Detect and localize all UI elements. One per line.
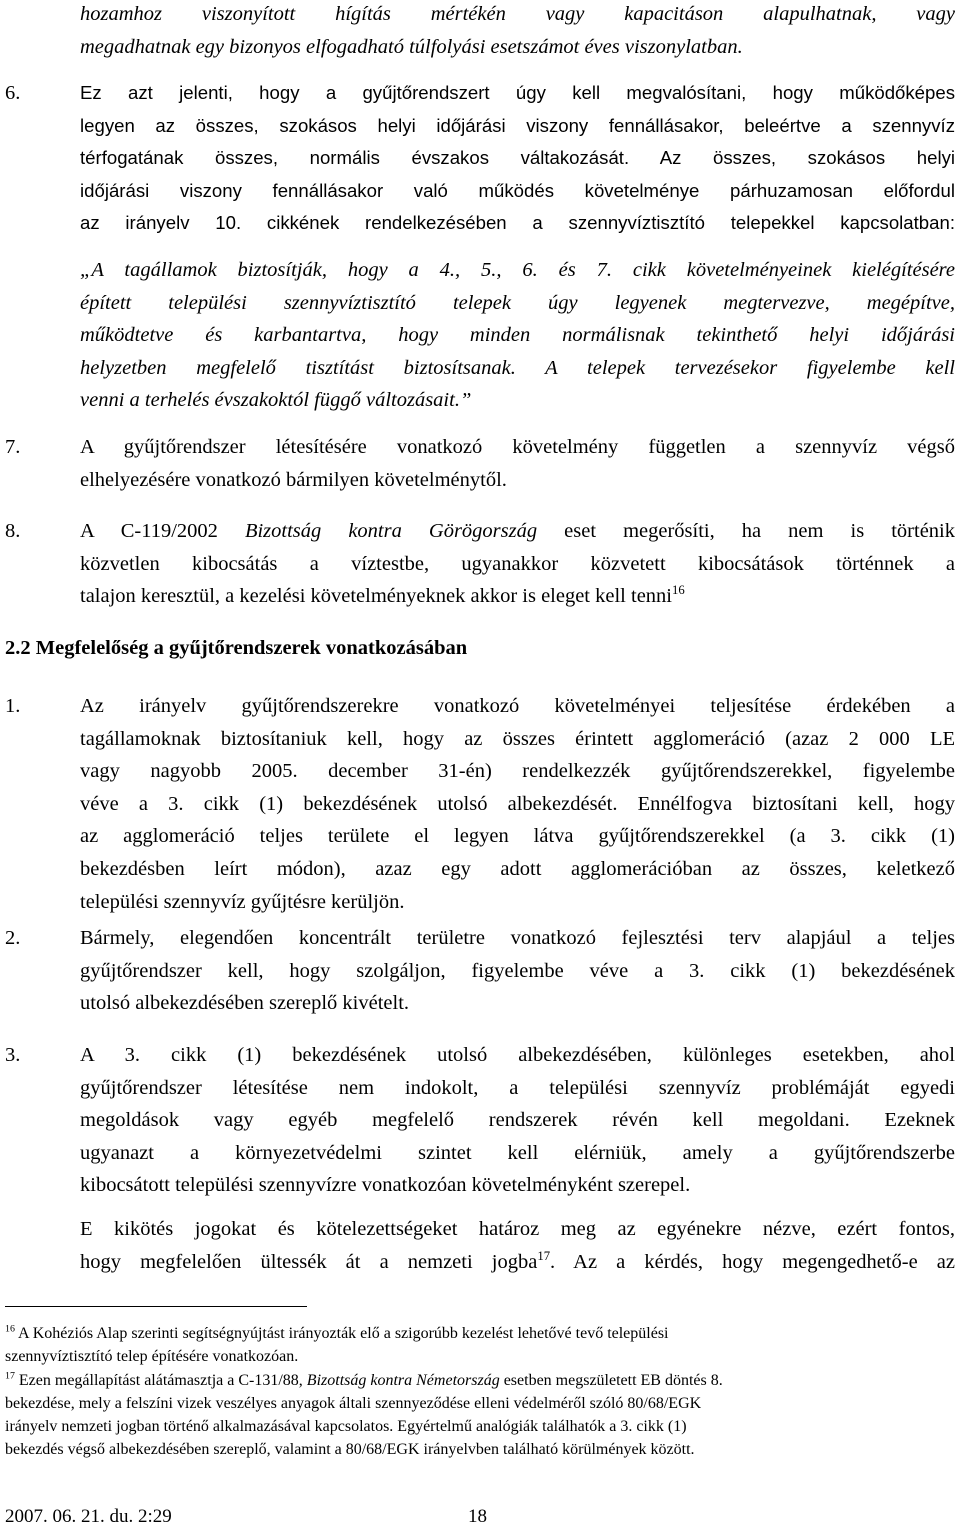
text-run: A C-119/2002	[80, 520, 245, 542]
text-line: véve a 3. cikk (1) bekezdésének utolsó albekezdését. Ennélfogva biztosítani kell, hogy	[80, 792, 955, 815]
quote-line: épített települési szennyvíztisztító telepek úgy legyenek megtervezve, megépítve,	[80, 291, 955, 314]
quote-line: „A tagállamok biztosítják, hogy a 4., 5., 6. és 7. cikk követelményeinek kielégítésére	[80, 259, 955, 281]
text-run: talajon keresztül, a kezelési követelményeknek akkor is eleget kell tenni	[80, 585, 672, 608]
text-line: időjárási viszony fennállásakor való működés követelménye párhuzamosan előfordul	[80, 179, 955, 201]
footnote-line: szennyvíztisztító telep építésére vonatkozóan.	[5, 1348, 299, 1365]
page-number: 18	[468, 1506, 487, 1527]
paragraph-number: 3.	[5, 1044, 21, 1066]
paragraph-7	[80, 431, 955, 496]
text-line: E kikötés jogokat és kötelezettségeket határoz meg az egyénekre nézve, ezért fontos,	[80, 1218, 955, 1240]
text-line: térfogatának összes, normális évszakos váltakozását. Az összes, szokásos helyi	[80, 147, 955, 169]
text-line: Bármely, elegendően koncentrált területre vonatkozó fejlesztési terv alapjául a teljes	[80, 927, 955, 949]
quote-continuation	[80, 0, 955, 63]
footnote-line: bekezdés végső albekezdésében szereplő, valamint a 80/68/EGK irányelvben található körülmények között.	[5, 1441, 695, 1458]
text-line: vagy nagyobb 2005. december 31-én) rendelkezzék gyűjtőrendszerekkel, figyelembe	[80, 760, 955, 783]
text-line: legyen az összes, szokásos helyi időjárási viszony fennállásakor, beleértve a szennyvíz	[80, 114, 955, 136]
text-run: hogy megfelelően ültessék át a nemzeti jogba	[80, 1250, 538, 1273]
footnote-separator	[5, 1306, 307, 1307]
text-line: tagállamoknak biztosítaniuk kell, hogy az összes érintett agglomeráció (azaz 2 000 LE	[80, 727, 955, 750]
quote-line: működtetve és karbantartva, hogy minden normálisnak tekinthető helyi időjárási	[80, 324, 955, 347]
footnote-mark: 16	[5, 1323, 15, 1335]
paragraph-number: 6.	[5, 82, 21, 104]
quote-line: hozamhoz viszonyított hígítás mértékén vagy kapacitáson alapulhatnak, vagy	[80, 3, 955, 25]
quote-line: venni a terhelés évszakoktól függő változásait.”	[80, 389, 472, 412]
footnote-17	[5, 1369, 955, 1461]
footnote-ref[interactable]: 16	[672, 582, 685, 597]
text-line: gyűjtőrendszer létesítése nem indokolt, a települési szennyvíz problémáját egyedi	[80, 1076, 955, 1099]
text-line: az irányelv 10. cikkének rendelkezésében a szennyvíztisztító telepekkel kapcsolatban:	[80, 212, 955, 234]
text-line: elhelyezésére vonatkozó bármilyen követelménytől.	[80, 468, 507, 491]
text-line: Az irányelv gyűjtőrendszerekre vonatkozó követelményei teljesítése érdekében a	[80, 695, 955, 717]
footnote-line: irányelv nemzeti jogban történő alkalmazásával kapcsolatos. Egyértelmű analógiák találhatók a 3. cikk (1)	[5, 1418, 687, 1435]
text-line: A gyűjtőrendszer létesítésére vonatkozó követelmény független a szennyvíz végső	[80, 436, 955, 458]
text-line: gyűjtőrendszer kell, hogy szolgáljon, figyelembe véve a 3. cikk (1) bekezdésének	[80, 959, 955, 982]
quote-line: megadhatnak egy bizonyos elfogadható túlfolyási esetszámot éves viszonylatban.	[80, 35, 743, 58]
text-line	[80, 1246, 955, 1279]
text-line: települési szennyvíz gyűjtésre kerüljön.	[80, 890, 405, 913]
text-run: eset megerősíti, ha nem is történik	[537, 520, 955, 542]
text-line: közvetlen kibocsátás a víztestbe, ugyanakkor közvetett kibocsátások történnek a	[80, 552, 955, 575]
paragraph-number: 2.	[5, 927, 21, 949]
footnote-line	[5, 1322, 955, 1345]
paragraph-number: 7.	[5, 436, 21, 458]
text-line: kibocsátott települési szennyvízre vonatkozóan követelményként szerepel.	[80, 1174, 691, 1197]
text-line: az agglomeráció teljes területe el legyen látva gyűjtőrendszerekkel (a 3. cikk (1)	[80, 825, 955, 848]
text-line: A 3. cikk (1) bekezdésének utolsó albekezdésében, különleges esetekben, ahol	[80, 1044, 955, 1066]
text-line: ugyanazt a környezetvédelmi szintet kell elérniük, amely a gyűjtőrendszerbe	[80, 1141, 955, 1164]
footnote-line: bekezdése, mely a felszíni vizek veszélyes anyagok általi szennyeződése elleni védelméről szóló 80/68/EGK	[5, 1395, 702, 1412]
text-run: esetben megszületett EB döntés 8.	[499, 1372, 723, 1389]
text-line	[80, 515, 955, 548]
footnote-line	[5, 1369, 955, 1392]
text-run: . Az a kérdés, hogy megengedhető-e az	[550, 1250, 955, 1273]
text-line: utolsó albekezdésében szereplő kivételt.	[80, 992, 410, 1015]
section-item-3	[80, 1039, 955, 1202]
directive-quotation	[80, 254, 955, 417]
footnote-ref[interactable]: 17	[537, 1248, 551, 1263]
text-line: megoldások vagy egyéb megfelelő rendszerek révén kell megoldani. Ezeknek	[80, 1109, 955, 1132]
paragraph-number: 8.	[5, 520, 21, 542]
case-name: Bizottság kontra Görögország	[244, 520, 538, 542]
footnote-16	[5, 1322, 955, 1368]
footer-date: 2007. 06. 21. du. 2:29	[5, 1506, 172, 1527]
paragraph-number: 1.	[5, 695, 21, 717]
section-item-1	[80, 690, 955, 918]
quote-line: helyzetben megfelelő tisztítást biztosítsanak. A telepek tervezésekor figyelembe kell	[80, 356, 955, 379]
section-item-3-continuation	[80, 1213, 955, 1278]
text-line: Ez azt jelenti, hogy a gyűjtőrendszert úgy kell megvalósítani, hogy működőképes	[80, 82, 955, 103]
case-name: Bizottság kontra Németország	[306, 1372, 500, 1389]
text-line: bekezdésben leírt módon), azaz egy adott agglomerációban az összes, keletkező	[80, 857, 955, 880]
footnote-mark: 17	[5, 1370, 15, 1382]
paragraph-6	[80, 77, 955, 240]
text-run: A Kohéziós Alap szerinti segítségnyújtást irányozták elő a szigorúbb kezelést lehetővé tevő települési	[14, 1325, 669, 1342]
section-item-2	[80, 922, 955, 1020]
section-heading: 2.2 Megfelelőség a gyűjtőrendszerek vonatkozásában	[5, 637, 468, 659]
paragraph-8	[80, 515, 955, 613]
text-line	[80, 580, 955, 613]
text-run: Ezen megállapítást alátámasztja a C-131/88,	[14, 1372, 307, 1389]
